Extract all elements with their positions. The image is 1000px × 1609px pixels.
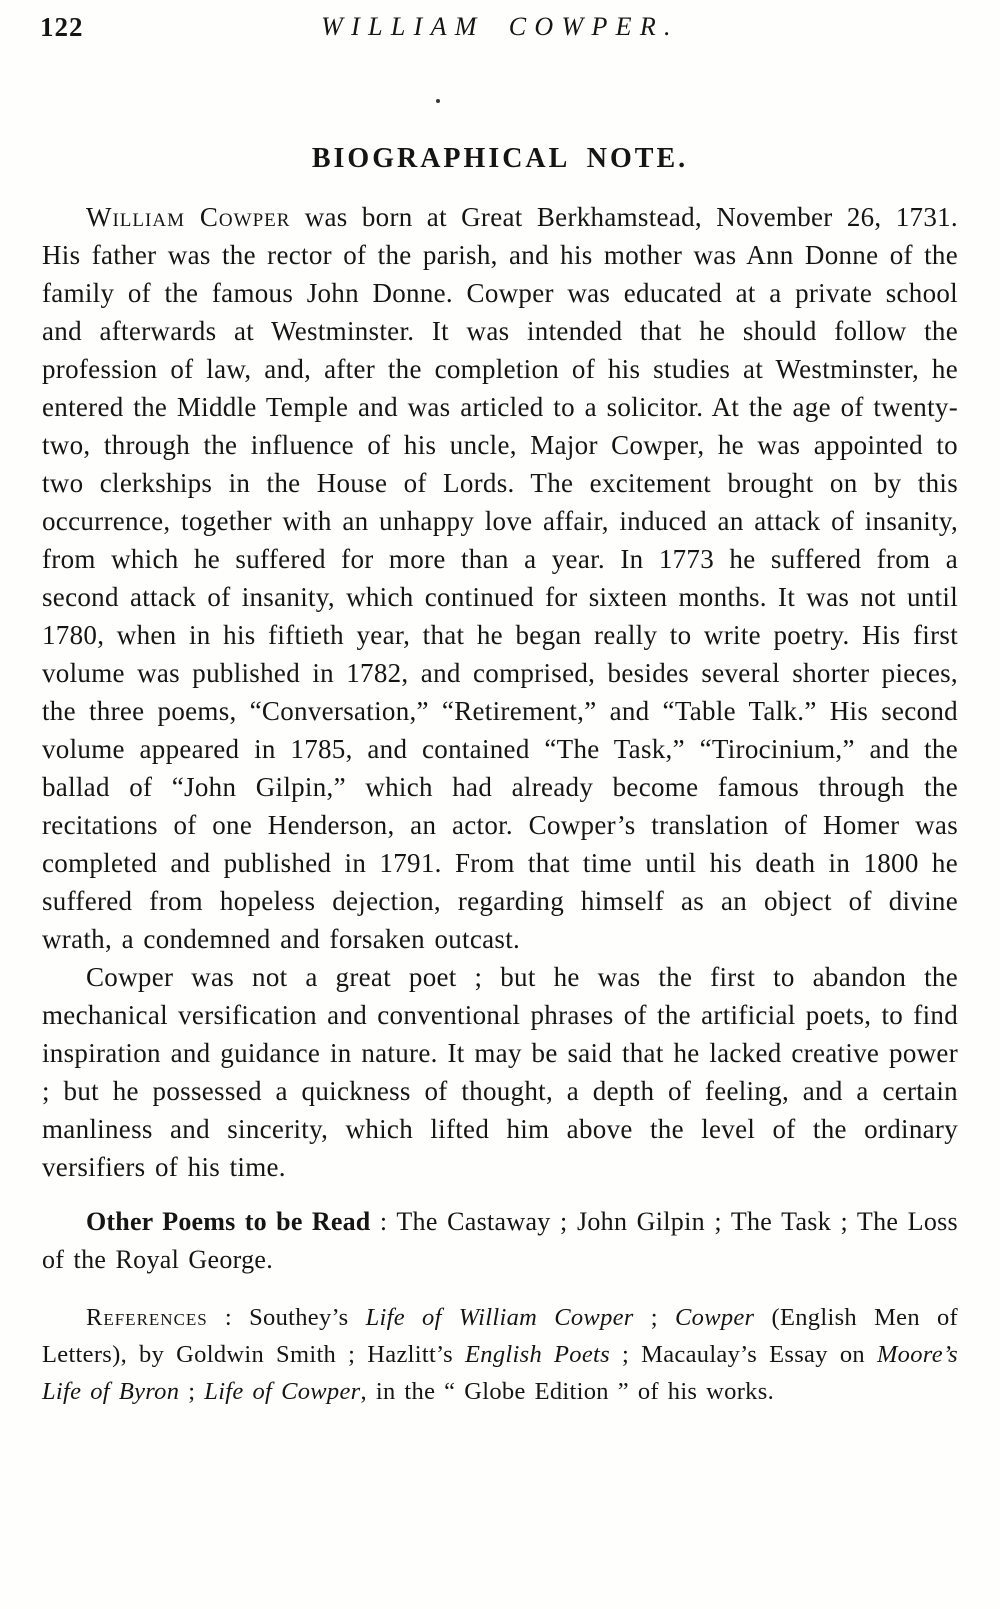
other-poems-label: Other Poems to be Read [86,1207,371,1236]
references-title-1: Life of William Cowper [365,1304,634,1331]
references-seg-2: ; [633,1304,675,1331]
references-label: References [86,1304,208,1331]
paragraph-biography [42,198,958,958]
biography-text: was born at Great Berkhamstead, November 26, 1731. His father was the rector of the parish, and his mother was Ann Donne of the family of the famous John Donne. Cowper was educated at a private school and afterwards at Westminster. It was intended that he should follow the profession of law, and, after the completion of his studies at Westminster, he entered the Middle Temple and was articled to a solicitor. At the age of twenty-two, through the influence of his uncle, Major Cowper, he was appointed to two clerkships in the House of Lords. The excitement brought on by this occurrence, together with an unhappy love affair, induced an attack of insanity, from which he suffered for more than a year. In 1773 he suffered from a second attack of insanity, which continued for sixteen months. It was not until 1780, when in his fiftieth year, that he began really to write poetry. His first volume was published in 1782, and comprised, besides several shorter pieces, the three poems, “Conversation,” “Retirement,” and “Table Talk.” His second volume appeared in 1785, and contained “The Task,” “Tirocinium,” and the ballad of “John Gilpin,” which had already become famous through the recitations of one Henderson, an actor. Cowper’s translation of Homer was completed and published in 1791. From that time until his death in 1800 he suffered from hopeless dejection, regarding himself as an object of divine wrath, a condemned and forsaken outcast. [42,202,958,954]
paragraph-other-poems [42,1203,958,1279]
scan-dot [436,99,440,103]
references-seg-3: (English Men of Letters), by Goldwin Smith ; Hazlitt’s [42,1304,959,1368]
references-title-3: English Poets [465,1341,610,1368]
page-header [40,12,960,46]
references-title-2: Cowper [675,1304,755,1331]
paragraph-assessment [42,958,958,1186]
assessment-text: Cowper was not a great poet ; but he was the first to abandon the mechanical versification and conventional phrases of the artificial poets, to find inspiration and guidance in nature. It may be said that he lacked creative power ; but he possessed a quickness of thought, a depth of feeling, and a certain manliness and sincerity, which lifted him above the level of the ordinary versifiers of his time. [42,962,958,1182]
paragraph-references [42,1299,958,1410]
references-seg-5: ; [179,1378,205,1405]
references-title-4: Moore’s Life of Byron [42,1341,959,1405]
references-seg-4: ; Macaulay’s Essay on [609,1341,877,1368]
body-text [42,198,958,1410]
section-heading: BIOGRAPHICAL NOTE. [311,143,689,174]
references-title-5: Life of Cowper [204,1378,361,1405]
lead-name: William Cowper [86,202,291,232]
running-title: WILLIAM COWPER. [321,12,679,41]
other-poems-list: : The Castaway ; John Gilpin ; The Task ; The Loss of the Royal George. [42,1207,958,1274]
references-seg-1: : Southey’s [207,1304,366,1331]
references-seg-6: , in the “ Globe Edition ” of his works. [360,1378,774,1405]
page-number: 122 [40,12,84,42]
